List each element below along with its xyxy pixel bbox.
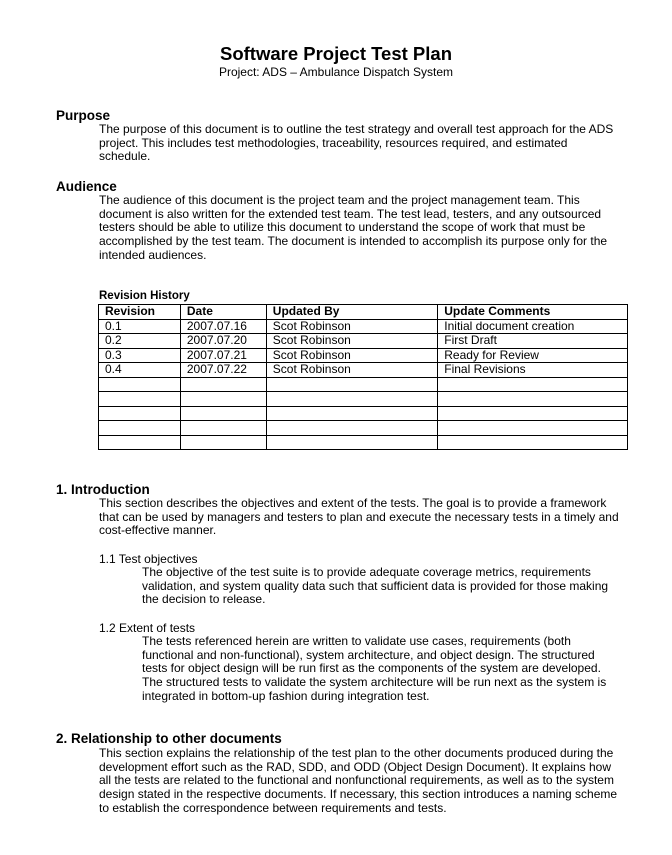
table-cell (266, 377, 437, 392)
table-cell: 2007.07.20 (180, 334, 266, 349)
table-cell (438, 392, 628, 407)
table-row (99, 406, 628, 421)
table-row (99, 435, 628, 450)
relationship-paragraph: This section explains the relationship of the test plan to the other documents produced during the development effort such as the RAD, SDD, and ODD (Object Design Document). It explains how all the tests are related to the functional and nonfunctional requirements, as well as to the system design stated in the respective documents. If necessary, this section introduces a naming scheme to establish the correspondence between requirements and tests. (99, 746, 618, 815)
table-cell (180, 406, 266, 421)
table-cell: Ready for Review (438, 348, 628, 363)
purpose-heading: Purpose (56, 108, 111, 123)
table-cell: 0.2 (99, 334, 181, 349)
column-header-revision: Revision (99, 305, 181, 320)
table-cell: Scot Robinson (266, 363, 437, 378)
relationship-heading: 2. Relationship to other documents (56, 731, 282, 746)
audience-paragraph: The audience of this document is the project team and the project management team. This document is also written for the extended test team. The test lead, testers, and any outsourced testers should be able to utilize this document to understand the scope of work that must be accomplished by the test team. The document is intended to accomplish its purpose only for the intended audiences. (99, 193, 608, 262)
table-cell (99, 392, 181, 407)
column-header-updated-by: Updated By (266, 305, 437, 320)
revision-history-table (98, 304, 628, 450)
table-cell (266, 392, 437, 407)
revision-history-caption: Revision History (99, 290, 190, 302)
extent-of-tests-paragraph: The tests referenced herein are written to validate use cases, requirements (both functional and non-functional), system architecture, and object design. The structured tests for object design will be run first as the components of the system are developed. The structured tests to validate the system architecture will be run next as the system is integrated in bottom-up fashion during integration test. (142, 634, 607, 703)
test-objectives-heading: 1.1 Test objectives (99, 552, 198, 566)
table-cell: First Draft (438, 334, 628, 349)
table-header-row (99, 305, 628, 320)
test-objectives-paragraph: The objective of the test suite is to provide adequate coverage metrics, requirements validation, and system quality data such that sufficient data is provided for those making the decision to release. (142, 565, 609, 607)
table-cell: Scot Robinson (266, 334, 437, 349)
table-cell (99, 435, 181, 450)
purpose-paragraph: The purpose of this document is to outline the test strategy and overall test approach for the ADS project. This includes test methodologies, traceability, resources required, and estimated schedule. (99, 122, 614, 164)
table-cell (438, 435, 628, 450)
table-cell (180, 392, 266, 407)
introduction-paragraph: This section describes the objectives and extent of the tests. The goal is to provide a framework that can be used by managers and testers to plan and execute the necessary tests in a timely and cost-effective manner. (99, 496, 619, 538)
table-row (99, 421, 628, 436)
table-cell (99, 421, 181, 436)
table-cell: 2007.07.16 (180, 319, 266, 334)
table-cell: 0.4 (99, 363, 181, 378)
table-cell (266, 406, 437, 421)
table-cell: Scot Robinson (266, 319, 437, 334)
table-cell: 2007.07.21 (180, 348, 266, 363)
table-row (99, 377, 628, 392)
audience-heading: Audience (56, 179, 117, 194)
column-header-update-comments: Update Comments (438, 305, 628, 320)
table-cell (438, 377, 628, 392)
table-cell: 0.1 (99, 319, 181, 334)
table-cell (99, 406, 181, 421)
table-cell (438, 421, 628, 436)
extent-of-tests-heading: 1.2 Extent of tests (99, 621, 196, 635)
table-cell: Final Revisions (438, 363, 628, 378)
table-row (99, 334, 628, 349)
table-cell: Initial document creation (438, 319, 628, 334)
table-row (99, 319, 628, 334)
table-cell (438, 406, 628, 421)
table-cell (180, 377, 266, 392)
table-row (99, 348, 628, 363)
introduction-heading: 1. Introduction (56, 482, 150, 497)
table-cell (180, 421, 266, 436)
table-cell (99, 377, 181, 392)
table-cell (266, 421, 437, 436)
page-subtitle: Project: ADS – Ambulance Dispatch System (218, 65, 454, 79)
table-row (99, 392, 628, 407)
table-cell: Scot Robinson (266, 348, 437, 363)
table-cell (180, 435, 266, 450)
table-row (99, 363, 628, 378)
column-header-date: Date (180, 305, 266, 320)
table-cell: 2007.07.22 (180, 363, 266, 378)
table-cell (266, 435, 437, 450)
page-title: Software Project Test Plan (220, 43, 452, 64)
table-cell: 0.3 (99, 348, 181, 363)
